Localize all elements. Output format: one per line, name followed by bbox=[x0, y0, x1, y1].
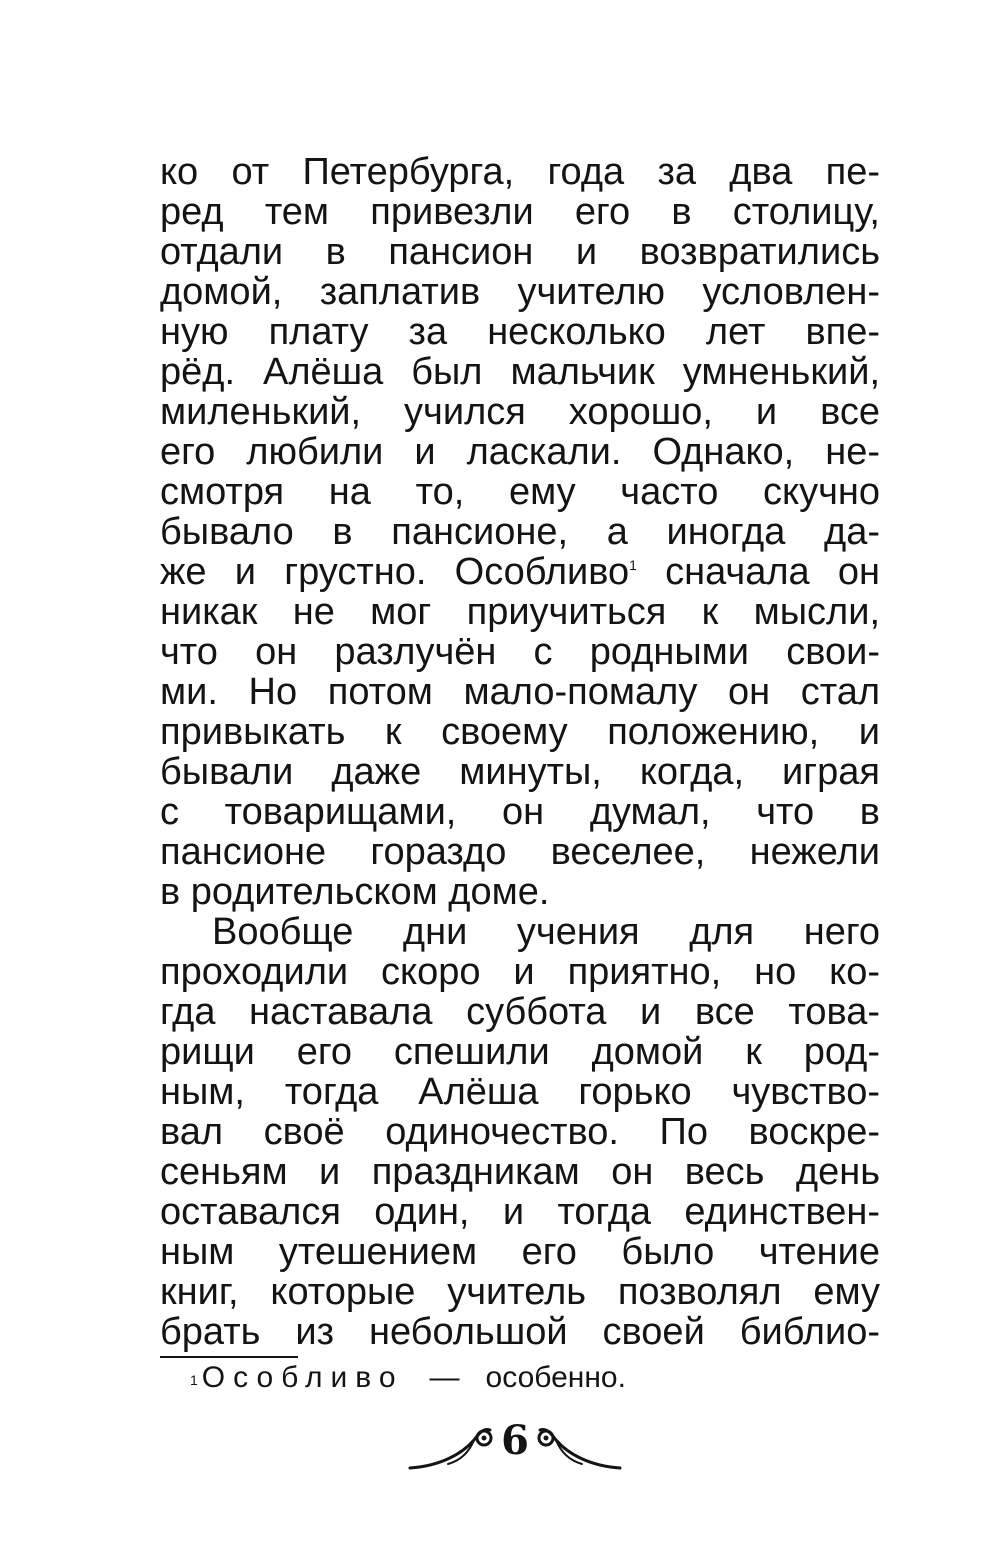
footnote bbox=[190, 1360, 626, 1396]
text-line: ко от Петербурга, года за два пе- bbox=[160, 151, 880, 193]
paragraph-last-line: в родительском доме. bbox=[160, 871, 550, 913]
text-line: домой, заплатив учителю условлен- bbox=[160, 271, 880, 313]
text-line: миленький, учился хорошо, и все bbox=[160, 391, 880, 433]
text-line: отдали в пансион и возвратились bbox=[160, 231, 880, 273]
text-line: ную плату за несколько лет впе- bbox=[160, 311, 880, 353]
text-line: оставался один, и тогда единствен- bbox=[160, 1191, 880, 1233]
text-line: рищи его спешили домой к род- bbox=[160, 1031, 880, 1073]
text-segment: сначала он bbox=[636, 551, 880, 593]
paragraph-first-line: Вообще дни учения для него bbox=[212, 911, 880, 953]
text-line: брать из небольшой своей библио- bbox=[160, 1311, 880, 1353]
text-line: гда наставала суббота и все това- bbox=[160, 991, 880, 1033]
text-line: никак не мог приучиться к мысли, bbox=[160, 591, 880, 633]
footnote-dash: — bbox=[429, 1361, 460, 1394]
text-line: вал своё одиночество. По воскре- bbox=[160, 1111, 880, 1153]
text-line: ным утешением его было чтение bbox=[160, 1231, 880, 1273]
text-line: бывали даже минуты, когда, играя bbox=[160, 751, 880, 793]
text-line: пансионе гораздо веселее, нежели bbox=[160, 831, 880, 873]
body-text bbox=[160, 152, 880, 1352]
footnote-term: Особливо bbox=[201, 1361, 404, 1394]
text-segment: же и грустно. Особливо bbox=[160, 551, 630, 593]
text-line: сеньям и праздникам он весь день bbox=[160, 1151, 880, 1193]
text-line: ред тем привезли его в столицу, bbox=[160, 191, 880, 233]
page-folio bbox=[400, 1410, 630, 1482]
footnote-reference: 1 bbox=[629, 557, 637, 573]
text-line: рёд. Алёша был мальчик умненький, bbox=[160, 351, 880, 393]
text-line: ми. Но потом мало-помалу он стал bbox=[160, 671, 880, 713]
text-line: его любили и ласкали. Однако, не- bbox=[160, 431, 880, 473]
text-line: смотря на то, ему часто скучно bbox=[160, 471, 880, 513]
text-line: проходили скоро и приятно, но ко- bbox=[160, 951, 880, 993]
footnote-number: 1 bbox=[190, 1372, 198, 1388]
text-line: бывало в пансионе, а иногда да- bbox=[160, 511, 880, 553]
footnote-definition: особенно. bbox=[485, 1361, 626, 1394]
text-line: что он разлучён с родными свои- bbox=[160, 631, 880, 673]
text-line-with-footnote-mark bbox=[160, 552, 880, 592]
text-line: книг, которые учитель позволял ему bbox=[160, 1271, 880, 1313]
footnote-divider bbox=[160, 1356, 298, 1358]
text-line: ным, тогда Алёша горько чувство- bbox=[160, 1071, 880, 1113]
page-number: 6 bbox=[501, 1417, 529, 1464]
text-line: привыкать к своему положению, и bbox=[160, 711, 880, 753]
text-line: с товарищами, он думал, что в bbox=[160, 791, 880, 833]
